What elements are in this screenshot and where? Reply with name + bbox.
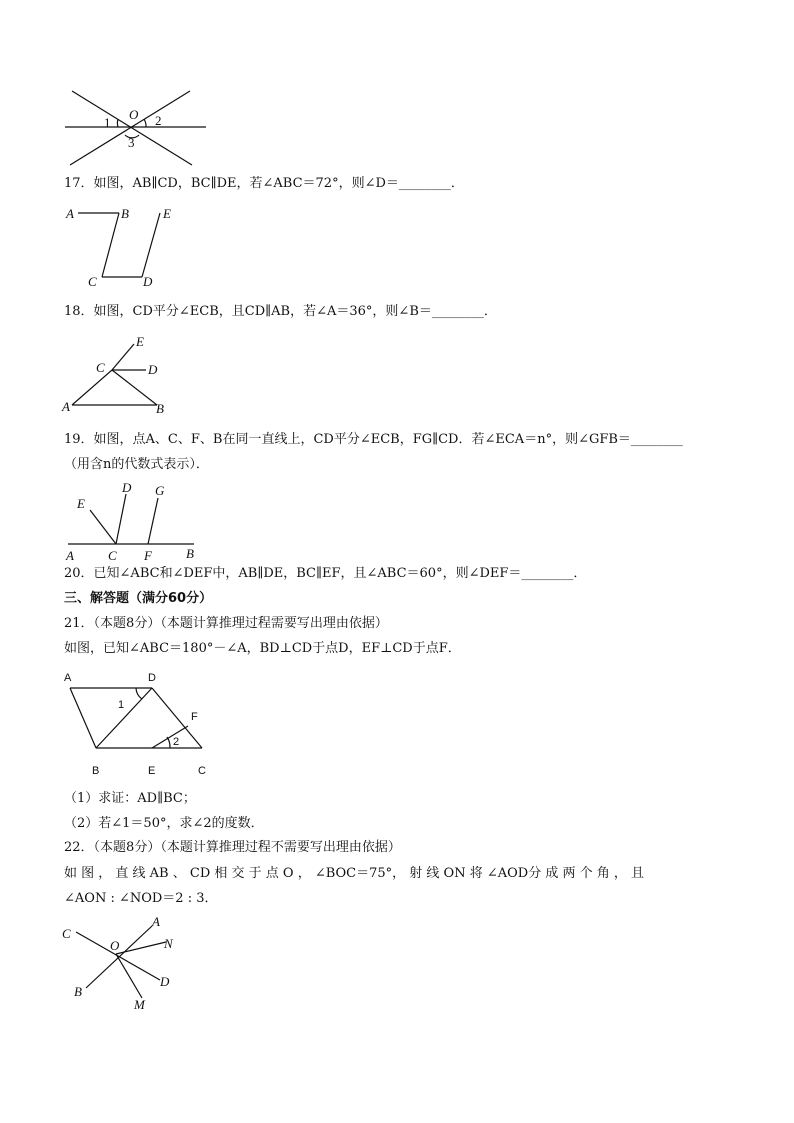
- ray-om: [116, 954, 142, 998]
- segment-de: [142, 213, 160, 277]
- figure-q21: [60, 668, 220, 780]
- label-angle-3: 3: [128, 135, 135, 150]
- figure-q17: [62, 200, 192, 292]
- line-a-o-b: [86, 926, 152, 988]
- label-b: B: [156, 401, 164, 416]
- angle-arc-2: [167, 737, 170, 748]
- angle-arc-1: [117, 119, 118, 127]
- label-o: O: [129, 107, 139, 122]
- label-g: G: [155, 483, 165, 498]
- label-d: D: [160, 974, 170, 989]
- label-m: M: [134, 997, 145, 1012]
- label-angle-2: 2: [173, 736, 180, 748]
- label-d: D: [148, 362, 158, 377]
- line-diagonal-1: [72, 91, 192, 165]
- segment-ac: [72, 370, 112, 405]
- label-f: F: [191, 711, 198, 723]
- ray-ce: [90, 510, 116, 544]
- question-21-part-2: （2）若∠1＝50°，求∠2的度数．: [64, 816, 264, 831]
- label-c: C: [198, 765, 206, 777]
- label-a: A: [152, 914, 160, 929]
- label-d: D: [122, 480, 132, 495]
- figure-q22: [60, 912, 190, 1012]
- segment-ab: [70, 688, 96, 748]
- question-20: 20．已知∠ABC和∠DEF中，AB∥DE，BC∥EF，且∠ABC＝60°，则∠DEF＝________．: [64, 566, 587, 581]
- question-21-part-1: （1）求证：AD∥BC；: [64, 791, 196, 806]
- label-angle-1: 1: [104, 115, 111, 130]
- label-angle-1: 1: [118, 699, 125, 711]
- ray-ce: [112, 344, 134, 370]
- question-19-line-1: 19．如图，点A、C、F、B在同一直线上，CD平分∠ECB，FG∥CD．若∠ECA＝n°，则∠GFB＝________: [64, 432, 683, 447]
- question-22-line-1: 如 图 ， 直 线 AB 、 CD 相 交 于 点 O ， ∠BOC＝75°， 射 线 ON 将 ∠AOD分 成 两 个 角 ， 且: [64, 866, 645, 881]
- question-17: 17．如图，AB∥CD，BC∥DE，若∠ABC＝72°，则∠D＝________．: [64, 176, 464, 191]
- label-a: A: [64, 672, 72, 684]
- ray-cd: [116, 494, 126, 544]
- section-three-title: 三、解答题（满分60分）: [64, 591, 213, 606]
- label-c: C: [62, 926, 71, 941]
- label-e: E: [163, 206, 171, 221]
- label-b: B: [74, 984, 82, 999]
- line-diagonal-2: [70, 91, 190, 165]
- label-d: D: [143, 274, 153, 289]
- angle-arc-1: [136, 688, 142, 699]
- figure-q19: [60, 478, 210, 563]
- ray-fg: [148, 498, 158, 544]
- label-c: C: [96, 360, 105, 375]
- label-a: A: [66, 206, 74, 221]
- figure-q16: [60, 85, 210, 170]
- question-18: 18．如图，CD平分∠ECB，且CD∥AB，若∠A＝36°，则∠B＝________．: [64, 304, 497, 319]
- label-angle-2: 2: [155, 113, 162, 128]
- question-19-line-2: （用含n的代数式表示）．: [64, 457, 209, 472]
- label-f: F: [144, 548, 152, 563]
- label-c: C: [108, 548, 117, 563]
- label-b: B: [92, 765, 100, 777]
- label-e: E: [136, 334, 144, 349]
- question-21-header: 21．（本题8分）（本题计算推理过程需要写出理由依据）: [64, 616, 388, 631]
- label-d: D: [148, 672, 156, 684]
- label-b: B: [186, 546, 194, 561]
- ray-on: [116, 942, 166, 954]
- figure-q18: [60, 330, 180, 420]
- label-e: E: [77, 496, 85, 511]
- label-c: C: [88, 274, 97, 289]
- label-e: E: [148, 765, 156, 777]
- label-o: O: [110, 938, 120, 953]
- label-a: A: [66, 548, 74, 563]
- angle-arc-2: [144, 119, 146, 127]
- segment-bc: [102, 213, 119, 277]
- question-22-header: 22．（本题8分）（本题计算推理过程不需要写出理由依据）: [64, 840, 401, 855]
- segment-bd: [96, 688, 152, 748]
- label-n: N: [164, 936, 173, 951]
- label-b: B: [121, 206, 129, 221]
- question-22-line-2: ∠AON : ∠NOD＝2 : 3．: [64, 891, 218, 906]
- question-21-stem: 如图，已知∠ABC＝180°－∠A，BD⊥CD于点D，EF⊥CD于点F．: [64, 641, 461, 656]
- label-a: A: [62, 399, 70, 414]
